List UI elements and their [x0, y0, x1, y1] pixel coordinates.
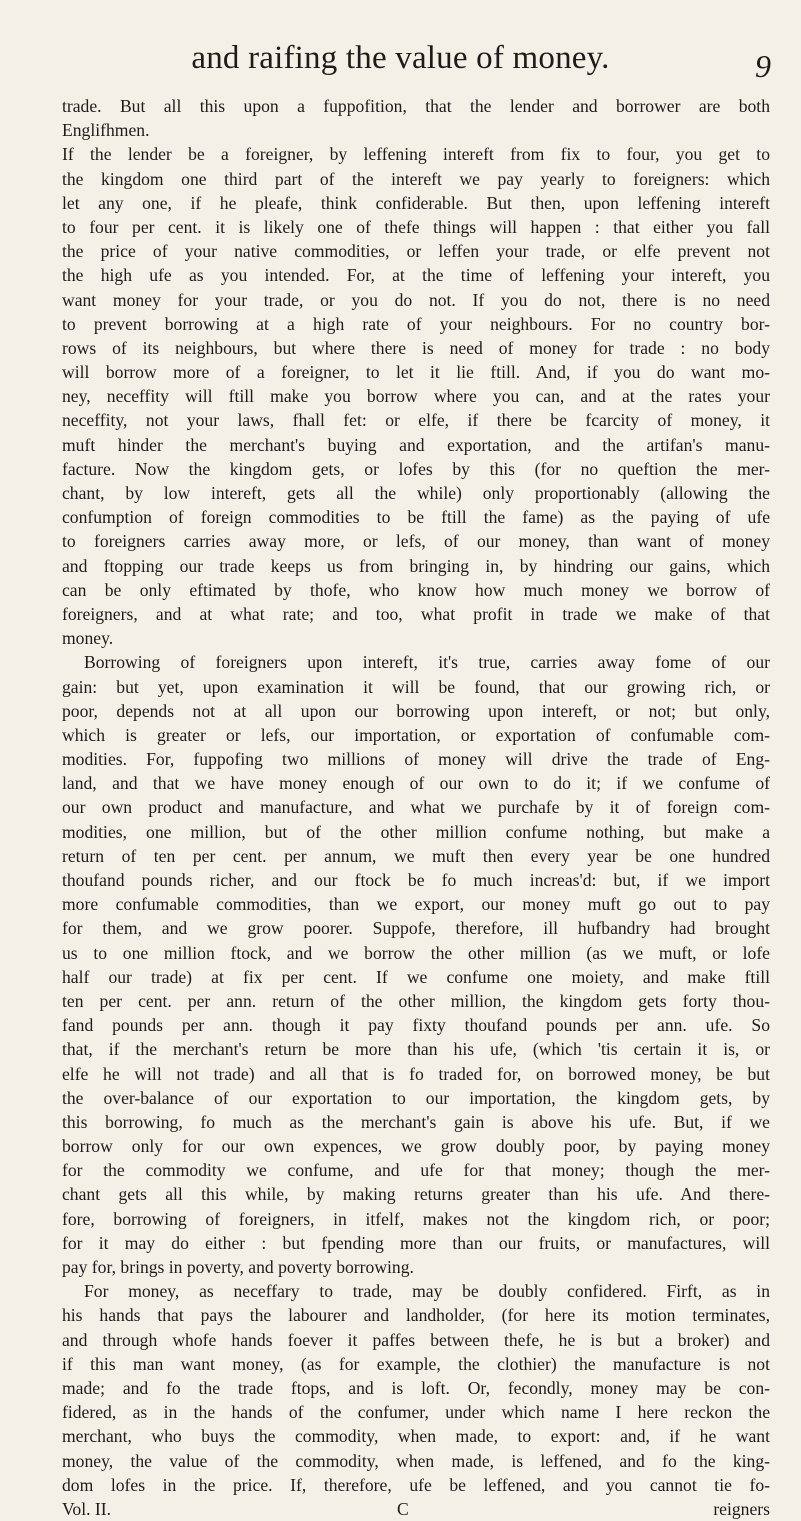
text-line: If the lender be a foreigner, by leffening intereft from fix to four, you get to	[62, 144, 770, 165]
text-line: that, if the merchant's return be more than his ufe, (which 'tis certain it is, or	[62, 1039, 770, 1060]
text-line: facture. Now the kingdom gets, or lofes by this (for no queftion the mer-	[62, 458, 770, 479]
text-line: to prevent borrowing at a high rate of your neighbours. For no country bor-	[62, 313, 770, 334]
text-line: For money, as neceffary to trade, may be doubly confidered. Firft, as in	[84, 1281, 770, 1302]
text-line: the high ufe as you intended. For, at the time of leffening your intereft, you	[62, 265, 770, 286]
signature-mark: C	[397, 1498, 409, 1519]
volume-label: Vol. II.	[62, 1498, 112, 1519]
footer-left	[62, 1497, 409, 1521]
text-line: return of ten per cent. per annum, we muft then every year be one hundred	[62, 845, 770, 866]
text-line: fand pounds per ann. though it pay fixty thoufand pounds per ann. ufe. So	[62, 1015, 770, 1036]
page-footer	[62, 1497, 770, 1521]
text-line: fore, borrowing of foreigners, in itfelf, makes not the kingdom rich, or poor;	[62, 1208, 770, 1229]
text-line: chant, by low intereft, gets all the while) only proportionably (allowing the	[62, 483, 770, 503]
text-line: neceffity, not your laws, fhall fet: or elfe, if there be fcarcity of money, it	[62, 410, 770, 431]
text-line: half our trade) at fix per cent. If we confume one moiety, and make ftill	[62, 966, 770, 987]
text-line: fidered, as in the hands of the confumer, under which name I here reckon the	[62, 1402, 770, 1423]
text-line: gain: but yet, upon examination it will be found, that our growing rich, or	[62, 676, 770, 697]
text-line: for the commodity we confume, and ufe for that money; though the mer-	[62, 1160, 770, 1181]
text-line: let any one, if he pleafe, think confiderable. But then, upon leffening intereft	[62, 192, 770, 213]
text-line: borrow only for our own expences, we grow doubly poor, by paying money	[62, 1136, 770, 1157]
text-line: thoufand pounds richer, and our ftock be fo much increas'd: but, if we import	[62, 870, 770, 890]
text-line: poor, depends not at all upon our borrowing upon intereft, or not; but only,	[62, 700, 770, 721]
text-line: modities. For, fuppofing two millions of money will drive the trade of Eng-	[62, 749, 770, 770]
text-line: to foreigners carries away more, or lefs, of our money, than want of money	[62, 531, 770, 552]
text-line: to four per cent. it is likely one of thefe things will happen : that either you fall	[62, 216, 770, 237]
text-line: ten per cent. per ann. return of the other million, the kingdom gets forty thou-	[62, 990, 770, 1011]
text-line: pay for, brings in poverty, and poverty borrowing.	[62, 1257, 414, 1277]
body-text	[62, 94, 770, 1521]
text-line: money.	[62, 628, 114, 649]
text-line: Englifhmen.	[62, 120, 150, 141]
text-line: for them, and we grow poorer. Suppofe, therefore, ill hufbandry had brought	[62, 918, 770, 939]
text-line: modities, one million, but of the other million confume nothing, but make a	[62, 821, 770, 842]
text-line: and through whofe hands foever it paffes between thefe, he is but a broker) and	[62, 1329, 770, 1350]
page-number: 9	[755, 48, 771, 84]
text-line: money, the value of the commodity, when made, is leffened, and fo the king-	[62, 1450, 770, 1471]
text-line: our own product and manufacture, and what we purchafe by it of foreign com-	[62, 797, 770, 818]
text-line: his hands that pays the labourer and landholder, (for here its motion terminates,	[62, 1305, 770, 1326]
catchword: reigners	[713, 1498, 770, 1519]
text-line: and ftopping our trade keeps us from bringing in, by hindring our gains, which	[62, 555, 770, 576]
text-line: muft hinder the merchant's buying and exportation, and the artifan's manu-	[62, 434, 770, 455]
text-line: rows of its neighbours, but where there is need of money for trade : no body	[62, 337, 770, 358]
text-line: Borrowing of foreigners upon intereft, it's true, carries away fome of our	[84, 652, 770, 673]
text-line: for it may do either : but fpending more than our fruits, or manufactures, will	[62, 1232, 770, 1253]
text-line: trade. But all this upon a fuppofition, that the lender and borrower are both	[62, 96, 770, 116]
text-line: the price of your native commodities, or leffen your trade, or elfe prevent not	[62, 241, 770, 262]
text-line: foreigners, and at what rate; and too, what profit in trade we make of that	[62, 603, 770, 624]
text-line: will borrow more of a foreigner, to let it lie ftill. And, if you do want mo-	[62, 362, 770, 383]
text-line: made; and fo the trade ftops, and is loft. Or, fecondly, money may be con-	[62, 1377, 770, 1398]
text-line: the kingdom one third part of the intereft we pay yearly to foreigners: which	[62, 168, 770, 189]
text-line: can be only eftimated by thofe, who know how much money we borrow of	[62, 579, 770, 600]
text-line: confumption of foreign commodities to be ftill the fame) as the paying of ufe	[62, 507, 770, 528]
text-line: elfe he will not trade) and all that is fo traded for, on borrowed money, be but	[62, 1063, 770, 1084]
text-line: us to one million ftock, and we borrow the other million (as we muft, or lofe	[62, 942, 770, 963]
text-line: dom lofes in the price. If, therefore, ufe be leffened, and you cannot tie fo-	[62, 1474, 770, 1495]
text-line: ney, neceffity will ftill make you borrow where you can, and at the rates your	[62, 386, 770, 407]
text-line: if this man want money, (as for example, the clothier) the manufacture is not	[62, 1353, 770, 1374]
text-line: land, and that we have money enough of our own to do it; if we confume of	[62, 773, 770, 794]
text-line: want money for your trade, or you do not. If you do not, there is no need	[62, 289, 770, 310]
running-title: and raifing the value of money.	[191, 40, 610, 76]
text-line: which is greater or lefs, our importation, or exportation of confumable com-	[62, 724, 770, 745]
text-line: more confumable commodities, than we export, our money muft go out to pay	[62, 894, 770, 915]
text-line: this borrowing, fo much as the merchant's gain is above his ufe. But, if we	[62, 1111, 770, 1132]
text-line: chant gets all this while, by making returns greater than his ufe. And there-	[62, 1184, 770, 1205]
text-line: merchant, who buys the commodity, when made, to export: and, if he want	[62, 1426, 770, 1447]
text-line: the over-balance of our exportation to our importation, the kingdom gets, by	[62, 1087, 770, 1108]
